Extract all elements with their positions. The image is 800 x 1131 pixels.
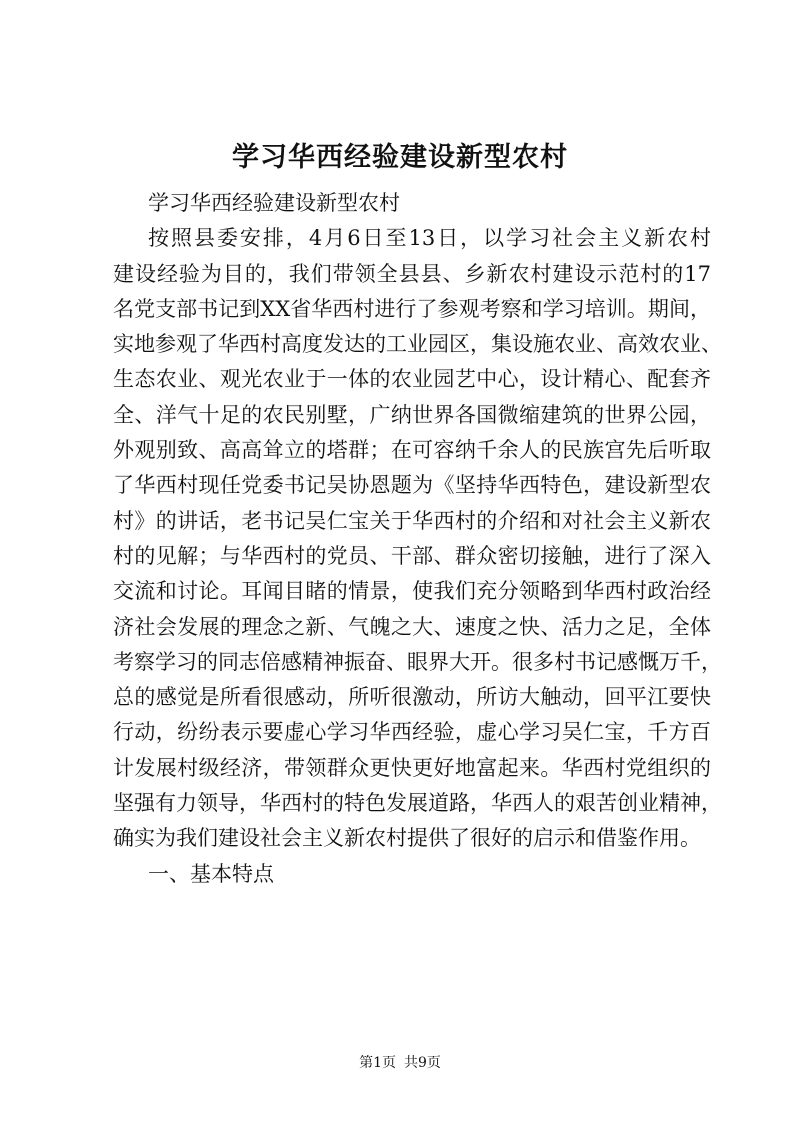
subtitle-line: 学习华西经验建设新型农村 bbox=[148, 191, 400, 215]
paragraph-line: 考察学习的同志倍感精神振奋、眼界大开。很多村书记感慨万千， bbox=[113, 649, 722, 674]
paragraph-line: 了华西村现任党委书记吴协恩题为《坚持华西特色，建设新型农 bbox=[113, 473, 711, 498]
paragraph-line: 按照县委安排，4月6日至13日，以学习社会主义新农村 bbox=[148, 226, 711, 251]
document-title: 学习华西经验建设新型农村 bbox=[232, 142, 568, 173]
paragraph-line: 计发展村级经济，带领群众更快更好地富起来。华西村党组织的 bbox=[113, 755, 711, 780]
paragraph-line: 外观别致、高高耸立的塔群；在可容纳千余人的民族宫先后听取 bbox=[113, 438, 711, 463]
page-number: 第1页 bbox=[359, 1055, 396, 1071]
section-heading: 一、基本特点 bbox=[148, 861, 274, 886]
paragraph-line: 建设经验为目的，我们带领全县县、乡新农村建设示范村的17 bbox=[113, 261, 711, 286]
paragraph-line: 村》的讲话，老书记吴仁宝关于华西村的介绍和对社会主义新农 bbox=[113, 508, 711, 533]
document-body bbox=[113, 186, 722, 892]
subtitle-paragraph bbox=[113, 186, 711, 221]
paragraph-line: 交流和讨论。耳闻目睹的情景，使我们充分领略到华西村政治经 bbox=[113, 579, 711, 604]
paragraph-line: 坚强有力领导，华西村的特色发展道路，华西人的艰苦创业精神， bbox=[113, 791, 722, 816]
paragraph-line: 济社会发展的理念之新、气魄之大、速度之快、活力之足，全体 bbox=[113, 614, 711, 639]
paragraph-line: 村的见解；与华西村的党员、干部、群众密切接触，进行了深入 bbox=[113, 543, 711, 568]
page-footer bbox=[0, 1053, 800, 1073]
paragraph-line: 名党支部书记到XX省华西村进行了参观考察和学习培训。期间， bbox=[113, 296, 711, 321]
intro-paragraph bbox=[113, 221, 722, 856]
paragraph-line: 生态农业、观光农业于一体的农业园艺中心，设计精心、配套齐 bbox=[113, 367, 711, 392]
paragraph-line: 总的感觉是所看很感动，所听很激动，所访大触动，回平江要快 bbox=[113, 685, 711, 710]
paragraph-line: 确实为我们建设社会主义新农村提供了很好的启示和借鉴作用。 bbox=[113, 826, 701, 851]
paragraph-line: 行动，纷纷表示要虚心学习华西经验，虚心学习吴仁宝，千方百 bbox=[113, 720, 711, 745]
paragraph-line: 实地参观了华西村高度发达的工业园区，集设施农业、高效农业、 bbox=[113, 332, 722, 357]
section-heading-paragraph bbox=[113, 857, 711, 892]
paragraph-line: 全、洋气十足的农民别墅，广纳世界各国微缩建筑的世界公园， bbox=[113, 402, 711, 427]
page-total: 共9页 bbox=[404, 1055, 441, 1071]
